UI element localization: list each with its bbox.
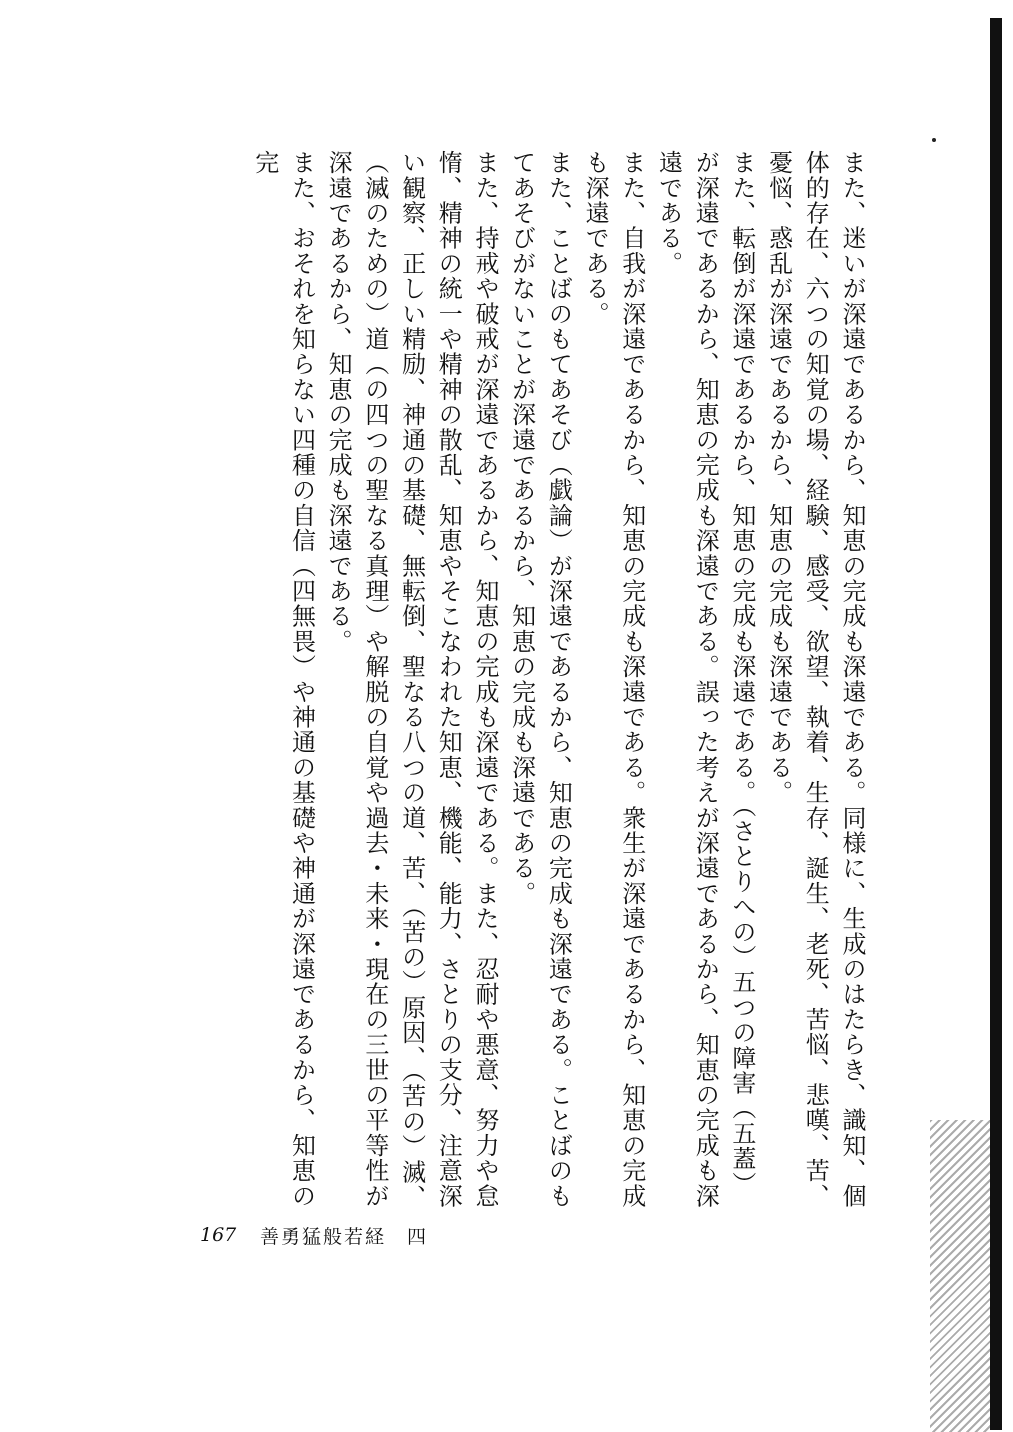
scan-speck <box>932 138 936 142</box>
paragraph: また、迷いが深遠であるから、知恵の完成も深遠である。同様に、生成のはたらき、識知、個体的存在、六つの知覚の場、経験、感受、欲望、執着、生存、誕生、老死、苦悩、悲嘆、苦、憂悩、惑乱が深遠であるから、知恵の完成も深遠である。 <box>764 150 866 1209</box>
vertical-body-text <box>190 150 870 1210</box>
running-title: 善勇猛般若経 四 <box>260 1225 429 1248</box>
paragraph: また、持戒や破戒が深遠であるから、知恵の完成も深遠である。また、忍耐や悪意、努力や怠惰、精神の統一や精神の散乱、知恵やそこなわれた知恵、機能、能力、さとりの支分、注意深い観察、正しい精励、神通の基礎、無転倒、聖なる八つの道、苦、（苦の）原因、（苦の）滅、（滅のための）道（の四つの聖なる真理）や解脱の自覚や過去・未来・現在の三世の平等性が深遠であるから、知恵の完成も深遠である。 <box>324 150 499 1210</box>
paragraph: また、おそれを知らない四種の自信（四無畏）や神通の基礎や神通が深遠であるから、知恵の完 <box>250 150 316 1209</box>
paragraph: また、転倒が深遠であるから、知恵の完成も深遠である。（さとりへの）五つの障害（五蓋）が深遠であるから、知恵の完成も深遠である。誤った考えが深遠であるから、知恵の完成も深遠である。 <box>654 150 756 1209</box>
page-footer <box>200 1218 460 1252</box>
page-number: 167 <box>200 1224 237 1246</box>
scan-edge-bar <box>990 18 1002 1430</box>
scan-edge-shadow <box>930 1120 990 1432</box>
paragraph: また、自我が深遠であるから、知恵の完成も深遠である。衆生が深遠であるから、知恵の完成も深遠である。 <box>581 150 646 1209</box>
paragraph: また、ことばのもてあそび（戯論）が深遠であるから、知恵の完成も深遠である。ことばのもてあそびがないことが深遠であるから、知恵の完成も深遠である。 <box>507 150 573 1209</box>
